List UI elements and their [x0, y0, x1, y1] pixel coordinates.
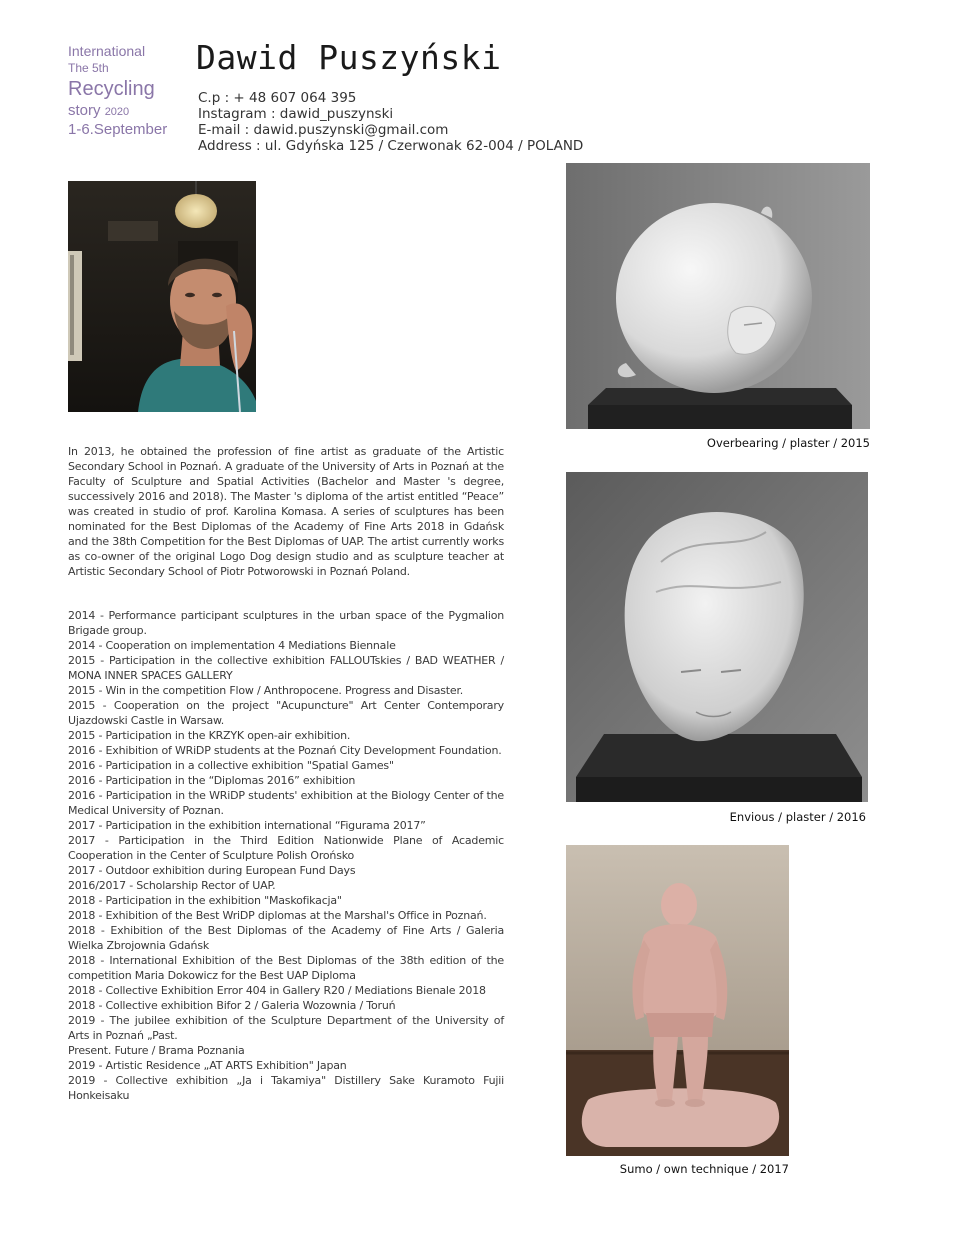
envious-sculpture-illustration	[566, 472, 868, 802]
exhibition-entry: 2018 - Participation in the exhibition "Maskofikacja"	[68, 894, 342, 907]
exhibition-entry: 2015 - Win in the competition Flow / Anthropocene. Progress and Disaster.	[68, 684, 464, 697]
exhibition-entry: 2017 - Participation in the Third Edition Nationwide Plane of Academic Cooperation in the Center of Sculpture Polish Orońsko	[68, 834, 504, 862]
contact-phone: C.p : + 48 607 064 395	[198, 90, 357, 106]
exhibition-entry: 2016 - Participation in the WRiDP students' exhibition at the Biology Center of the Medical University of Poznan.	[68, 789, 504, 817]
sumo-sculpture-illustration	[566, 845, 789, 1156]
brand-line-recycling: Recycling	[68, 78, 155, 100]
work-photo-overbearing	[566, 163, 870, 429]
artist-name: Dawid Puszyński	[196, 38, 502, 77]
brand-line-edition: The 5th	[68, 61, 109, 75]
artist-portrait-photo	[68, 181, 256, 412]
work-photo-sumo	[566, 845, 789, 1156]
overbearing-sculpture-illustration	[566, 163, 870, 429]
contact-instagram: Instagram : dawid_puszynski	[198, 106, 394, 122]
exhibition-entry: 2015 - Participation in the KRZYK open-air exhibition.	[68, 729, 351, 742]
exhibition-entry: 2019 - Collective exhibition „Ja i Takamiya" Distillery Sake Kuramoto Fujii Honkeisaku	[68, 1074, 504, 1102]
exhibition-entry: Present. Future / Brama Poznania	[68, 1044, 245, 1057]
brand-line-dates: 1-6.September	[68, 121, 168, 138]
work-photo-envious	[566, 472, 868, 802]
exhibition-entry: 2015 - Participation in the collective exhibition FALLOUTskies / BAD WEATHER / MONA INNER SPACES GALLERY	[68, 654, 504, 682]
caption-overbearing: Overbearing / plaster / 2015	[706, 436, 870, 450]
brand-story-word: story	[68, 102, 101, 119]
caption-sumo: Sumo / own technique / 2017	[619, 1162, 789, 1176]
exhibition-entry: 2016 - Participation in the “Diplomas 2016” exhibition	[68, 774, 356, 787]
exhibition-entry: 2018 - International Exhibition of the Best Diplomas of the 38th edition of the competition Maria Dokowicz for the Best UAP Diploma	[68, 954, 504, 982]
exhibition-entry: 2016 - Exhibition of WRiDP students at the Poznań City Development Foundation.	[68, 744, 502, 757]
exhibition-entry: 2015 - Cooperation on the project "Acupuncture" Art Center Contemporary Ujazdowski Castle in Warsaw.	[68, 699, 504, 727]
exhibition-entry: 2016/2017 - Scholarship Rector of UAP.	[68, 879, 276, 892]
exhibition-entry: 2019 - The jubilee exhibition of the Sculpture Department of the University of Arts in Poznań „Past.	[68, 1014, 504, 1042]
exhibition-entry: 2017 - Outdoor exhibition during European Fund Days	[68, 864, 356, 877]
exhibition-entry: 2017 - Participation in the exhibition international “Figurama 2017”	[68, 819, 426, 832]
portrait-illustration	[68, 181, 256, 412]
exhibition-entry: 2014 - Performance participant sculptures in the urban space of the Pygmalion Brigade group.	[68, 609, 504, 637]
brand-line-story	[68, 103, 167, 118]
exhibition-entry: 2018 - Collective exhibition Bifor 2 / Galeria Wozownia / Toruń	[68, 999, 396, 1012]
exhibition-entry: 2018 - Collective Exhibition Error 404 in Gallery R20 / Mediations Bienale 2018	[68, 984, 486, 997]
contact-email: E-mail : dawid.puszynski@gmail.com	[198, 122, 449, 138]
caption-envious: Envious / plaster / 2016	[729, 810, 866, 824]
exhibition-history-list	[68, 608, 504, 1103]
exhibition-entry: 2014 - Cooperation on implementation 4 Mediations Biennale	[68, 639, 396, 652]
contact-block	[198, 90, 583, 154]
artist-biography: In 2013, he obtained the profession of fine artist as graduate of the Artistic Secondary School in Poznań. A graduate of the University of Arts in Poznań at the Faculty of Sculpture and Spatial Activities (Bachelor and Master 's degree, successively 2016 and 2018). The Master 's diploma of the artist entitled “Peace” was created in studio of prof. Karolina Komasa. A series of sculptures has been nominated for the Best Diplomas of the Academy of Fine Arts 2018 in Gdańsk and the 38th Competition for the Best Diplomas of UAP. The artist currently works as co-owner of the original Logo Dog design studio and as sculpture teacher at Artistic Secondary School of Piotr Potworowski in Poznań Poland.	[68, 445, 504, 578]
brand-story-year: 2020	[104, 106, 130, 118]
exhibition-entry: 2018 - Exhibition of the Best Diplomas of the Academy of Fine Arts / Galeria Wielka Zbrojownia Gdańsk	[68, 924, 504, 952]
exhibition-entry: 2018 - Exhibition of the Best WriDP diplomas at the Marshal's Office in Poznań.	[68, 909, 487, 922]
exhibition-entry: 2019 - Artistic Residence „AT ARTS Exhibition" Japan	[68, 1059, 347, 1072]
brand-line-international: International	[68, 43, 146, 59]
contact-address: Address : ul. Gdyńska 125 / Czerwonak 62-004 / POLAND	[198, 138, 584, 154]
event-brand	[68, 44, 167, 137]
exhibition-entry: 2016 - Participation in a collective exhibition "Spatial Games"	[68, 759, 394, 772]
